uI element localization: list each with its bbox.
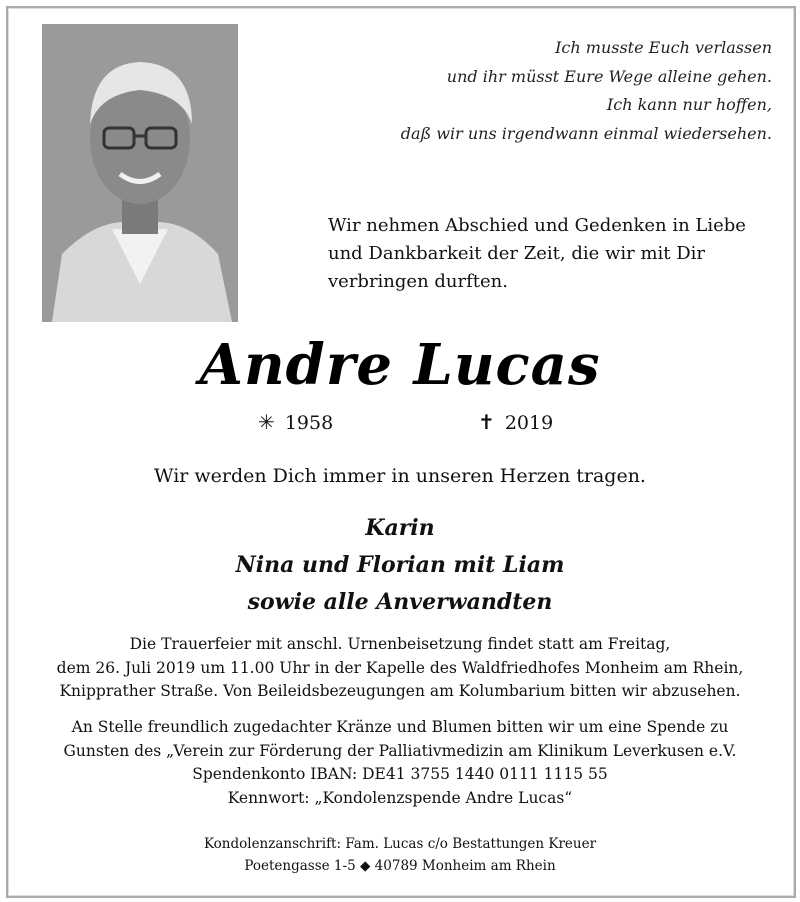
- service-line: Die Trauerfeier mit anschl. Urnenbeisetzung findet statt am Freitag,: [129, 635, 671, 653]
- donation-line: Kennwort: „Kondolenzspende Andre Lucas“: [227, 788, 573, 807]
- poem-line: Ich musste Euch verlassen: [555, 38, 772, 57]
- farewell-line: verbringen durften.: [328, 271, 508, 292]
- contact-city: 40789 Monheim am Rhein: [374, 858, 556, 874]
- contact-line: Kondolenzanschrift: Fam. Lucas c/o Bestattungen Kreuer: [203, 836, 597, 852]
- mourner-line: Karin: [365, 515, 435, 541]
- condolence-address: [0, 833, 800, 877]
- poem: [352, 34, 772, 148]
- donation-line: Gunsten des „Verein zur Förderung der Palliativmedizin am Klinikum Leverkusen e.V.: [63, 741, 737, 760]
- death-year: [478, 410, 553, 434]
- poem-line: und ihr müsst Eure Wege alleine gehen.: [446, 66, 772, 86]
- farewell-text: [328, 212, 768, 296]
- death-year-value: 2019: [504, 412, 554, 434]
- service-line: Knipprather Straße. Von Beileidsbezeugungen am Kolumbarium bitten wir abzusehen.: [59, 682, 741, 700]
- service-line: dem 26. Juli 2019 um 11.00 Uhr in der Kapelle des Waldfriedhofes Monheim am Rhein,: [56, 658, 744, 677]
- service-info: [0, 633, 800, 704]
- birth-year-value: 1958: [284, 412, 334, 434]
- birth-year: [258, 410, 333, 434]
- contact-address-line: [0, 855, 800, 877]
- farewell-line: Wir nehmen Abschied und Gedenken in Liebe: [328, 215, 746, 236]
- poem-line: Ich kann nur hoffen,: [606, 95, 772, 114]
- diamond-icon: ◆: [359, 858, 371, 874]
- mourner-line: Nina und Florian mit Liam: [235, 552, 565, 578]
- poem-line: daß wir uns irgendwann einmal wiedersehen.: [400, 123, 772, 143]
- mourners: [0, 510, 800, 621]
- contact-street: Poetengasse 1-5: [244, 858, 356, 874]
- farewell-line: und Dankbarkeit der Zeit, die wir mit Dir: [328, 243, 706, 264]
- donation-info: [0, 716, 800, 810]
- cross-icon: ✝: [478, 410, 495, 434]
- donation-line: An Stelle freundlich zugedachter Kränze und Blumen bitten wir um eine Spende zu: [71, 718, 729, 736]
- deceased-name: Andre Lucas: [199, 332, 601, 398]
- donation-line: Spendenkonto IBAN: DE41 3755 1440 0111 1115 55: [192, 765, 608, 783]
- portrait-photo: [42, 24, 238, 322]
- memorial-line: Wir werden Dich immer in unseren Herzen tragen.: [154, 465, 646, 487]
- star-icon: ✳: [258, 410, 275, 434]
- mourner-line: sowie alle Anverwandten: [247, 589, 553, 615]
